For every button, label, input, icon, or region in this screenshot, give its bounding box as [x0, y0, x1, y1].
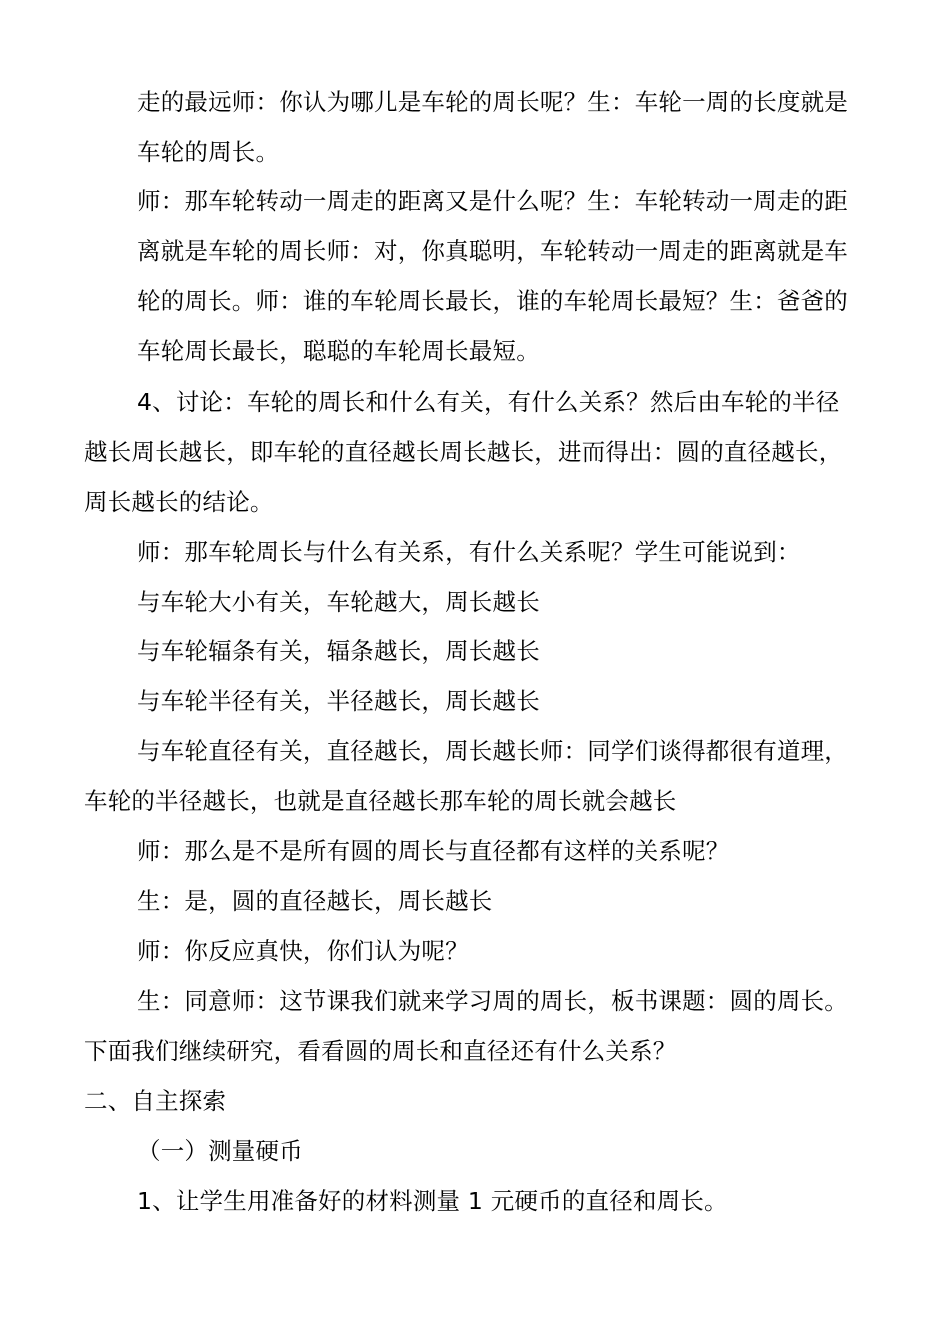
text-line-19: 生：同意师：这节课我们就来学习周的周长，板书课题：圆的周长。 — [137, 987, 848, 1015]
text-line-10: 师：那车轮周长与什么有关系，有什么关系呢？学生可能说到： — [137, 538, 801, 566]
text-line-6: 车轮周长最长，聪聪的车轮周长最短。 — [137, 337, 540, 365]
text-line-12: 与车轮辐条有关，辐条越长，周长越长 — [137, 637, 540, 665]
text-line-8: 越长周长越长，即车轮的直径越长周长越长，进而得出：圆的直径越长， — [84, 438, 843, 466]
subsection-heading: （一）测量硬币 — [137, 1137, 303, 1165]
text-line-1: 走的最远师：你认为哪儿是车轮的周长呢？生：车轮一周的长度就是 — [137, 88, 848, 116]
text-line-9: 周长越长的结论。 — [84, 488, 274, 516]
text-line-3: 师：那车轮转动一周走的距离又是什么呢？生：车轮转动一周走的距 — [137, 187, 848, 215]
text-line-13: 与车轮半径有关，半径越长，周长越长 — [137, 687, 540, 715]
text-line-23: 1、让学生用准备好的材料测量 1 元硬币的直径和周长。 — [137, 1187, 728, 1215]
section-heading: 二、自主探索 — [84, 1087, 227, 1115]
text-line-17: 生：是，圆的直径越长，周长越长 — [137, 887, 493, 915]
text-line-5: 轮的周长。师：谁的车轮周长最长，谁的车轮周长最短？生：爸爸的 — [137, 287, 848, 315]
text-line-18: 师：你反应真快，你们认为呢？ — [137, 937, 469, 965]
text-line-14: 与车轮直径有关，直径越长，周长越长师：同学们谈得都很有道理， — [137, 737, 848, 765]
text-line-16: 师：那么是不是所有圆的周长与直径都有这样的关系呢？ — [137, 837, 730, 865]
text-line-4: 离就是车轮的周长师：对，你真聪明，车轮转动一周走的距离就是车 — [137, 237, 848, 265]
text-line-15: 车轮的半径越长，也就是直径越长那车轮的周长就会越长 — [84, 787, 677, 815]
text-line-2: 车轮的周长。 — [137, 138, 280, 166]
text-line-7: 4、讨论：车轮的周长和什么有关，有什么关系？然后由车轮的半径 — [137, 388, 840, 416]
text-line-11: 与车轮大小有关，车轮越大，周长越长 — [137, 588, 540, 616]
text-line-20: 下面我们继续研究，看看圆的周长和直径还有什么关系？ — [84, 1037, 677, 1065]
